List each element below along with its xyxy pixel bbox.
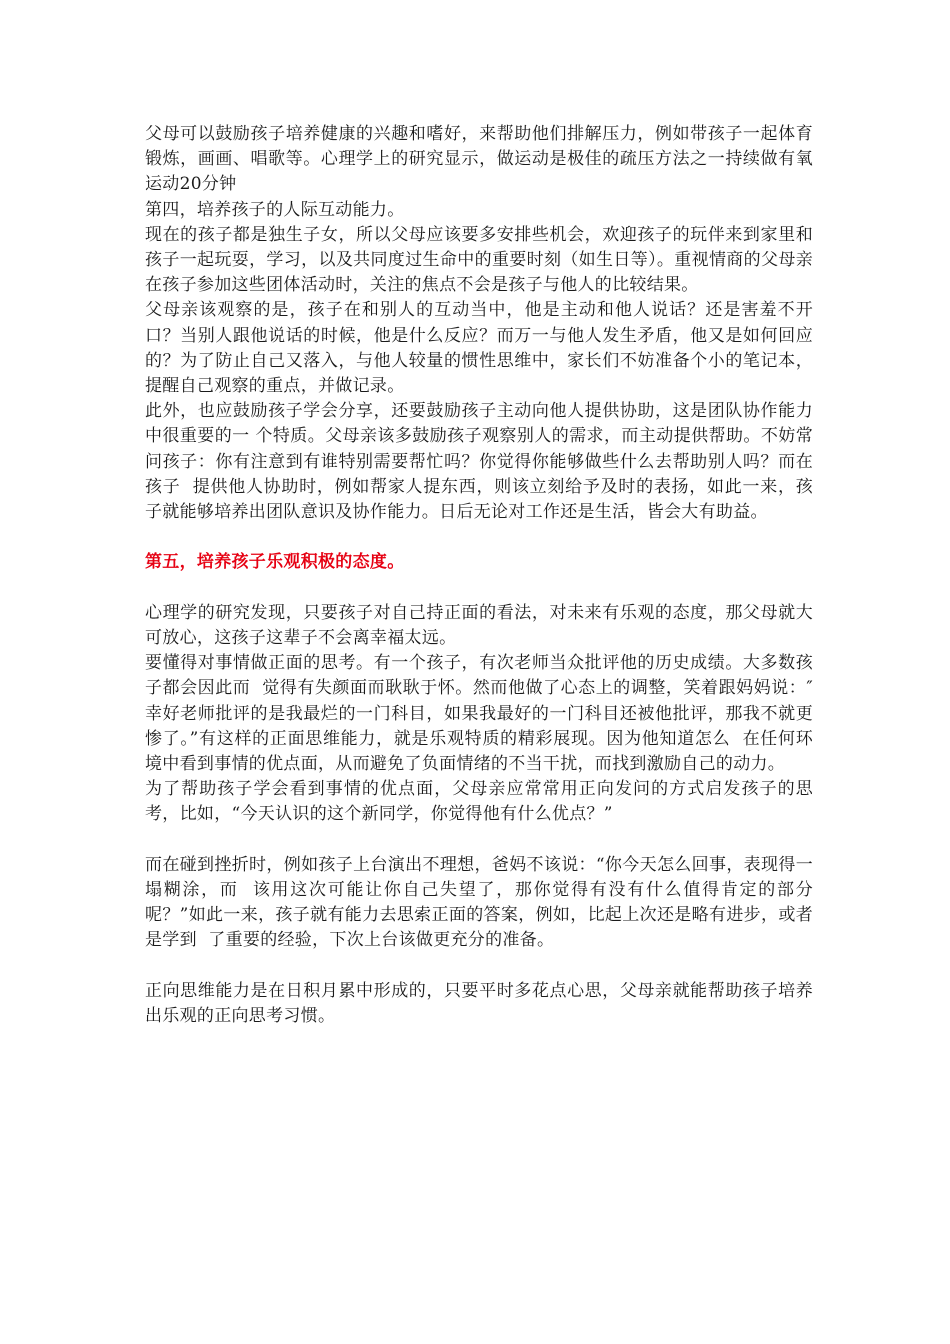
paragraph-setbacks: 而在碰到挫折时，例如孩子上台演出不理想，爸妈不该说：“你今天怎么回事，表现得一塌糊涂，而 该用这次可能让你自己失望了，那你觉得有没有什么值得肯定的部分呢？”如此一来，孩子就有能力去思索正面的答案，例如，比起上次还是略有进步，或者是学到 了重要的经验，下次上台该做更充分的准备。 [145, 854, 813, 951]
paragraph-stress-relief: 父母可以鼓励孩子培养健康的兴趣和嗜好，来帮助他们排解压力，例如带孩子一起体育锻炼，画画、唱歌等。心理学上的研究显示，做运动是极佳的疏压方法之一持续做有氧运动20分钟 [145, 124, 813, 195]
spacer [145, 576, 813, 601]
paragraph-conclusion: 正向思维能力是在日积月累中形成的，只要平时多花点心思，父母亲就能帮助孩子培养出乐观的正向思考习惯。 [145, 980, 813, 1027]
section-heading-fifth: 第五，培养孩子乐观积极的态度。 [145, 552, 405, 573]
paragraph-sharing: 此外，也应鼓励孩子学会分享，还要鼓励孩子主动向他人提供协助，这是团队协作能力中很重要的一 个特质。父母亲该多鼓励孩子观察别人的需求，而主动提供帮助。不妨常问孩子：你有注意到有谁特别需要帮忙吗？你觉得你能够做些什么去帮助别人吗？而在孩子 提供他人协助时，例如帮家人提东西，则该立刻给予及时的表扬，如此一来，孩子就能够培养出团队意识及协作能力。日后无论对工作还是生活，皆会大有助益。 [145, 401, 813, 523]
document-body [145, 122, 819, 1029]
paragraph-psychology-research: 心理学的研究发现，只要孩子对自己持正面的看法，对未来有乐观的态度，那父母就大可放心，这孩子这辈子不会离幸福太远。 [145, 602, 813, 649]
paragraph-observation: 父母亲该观察的是，孩子在和别人的互动当中，他是主动和他人说话？还是害羞不开口？当别人跟他说话的时候，他是什么反应？而万一与他人发生矛盾，他又是如何回应的？为了防止自己又落入，与他人较量的惯性思维中，家长们不妨准备个小的笔记本，提醒自己观察的重点，并做记录。 [145, 300, 813, 397]
paragraph-positive-thinking: 要懂得对事情做正面的思考。有一个孩子，有次老师当众批评他的历史成绩。大多数孩子都会因此而 觉得有失颜面而耿耿于怀。然而他做了心态上的调整，笑着跟妈妈说：″ 幸好老师批评的是我最烂的一门科目，如果我最好的一门科目还被他批评，那我不就更惨了。”有这样的正面思维能力，就是乐观特质的精彩展现。因为他知道怎么 在任何环境中看到事情的优点面，从而避免了负面情绪的不当干扰，而找到激励自己的动力。 [145, 653, 819, 775]
spacer [145, 954, 813, 979]
paragraph-positive-questions: 为了帮助孩子学会看到事情的优点面，父母亲应常常用正向发问的方式启发孩子的思考，比如，“今天认识的这个新同学，你觉得他有什么优点？” [145, 779, 813, 825]
paragraph-only-children: 现在的孩子都是独生子女，所以父母应该要多安排些机会，欢迎孩子的玩伴来到家里和孩子一起玩耍，学习，以及共同度过生命中的重要时刻（如生日等）。重视情商的父母亲在孩子参加这些团体活动时，关注的焦点不会是孩子与他人的比较结果。 [145, 224, 813, 296]
spacer [145, 828, 813, 853]
spacer [145, 525, 813, 550]
section-heading-fourth: 第四，培养孩子的人际互动能力。 [145, 199, 405, 220]
